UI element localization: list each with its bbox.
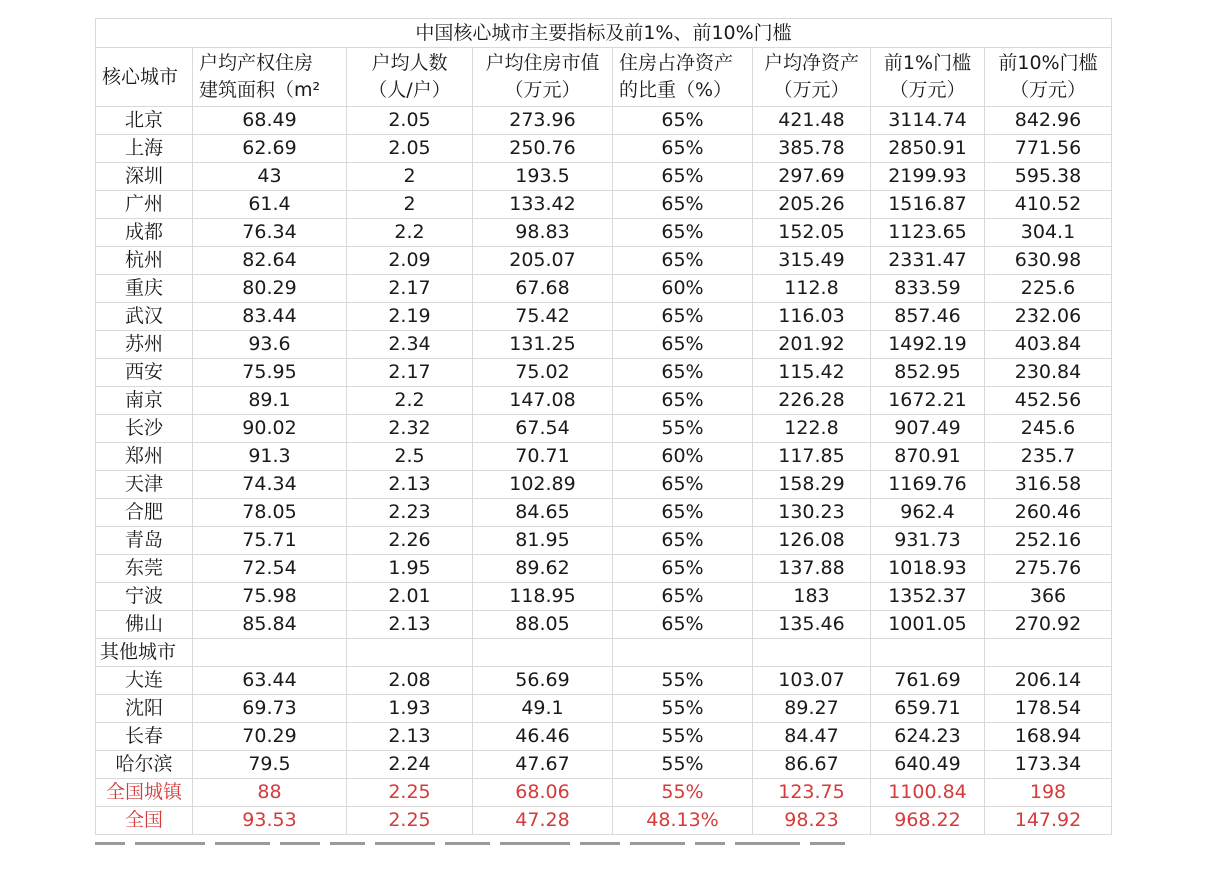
- cell-city[interactable]: 全国城镇: [96, 779, 193, 807]
- cell-top1[interactable]: 1672.21: [871, 387, 985, 415]
- header-ratio[interactable]: [613, 48, 753, 107]
- cell-top1[interactable]: 1100.84: [871, 779, 985, 807]
- cell-ratio[interactable]: 55%: [613, 723, 753, 751]
- cell-city[interactable]: 青岛: [96, 527, 193, 555]
- cell-area[interactable]: 89.1: [193, 387, 347, 415]
- header-label: 核心城市: [102, 65, 179, 88]
- cell-area[interactable]: 74.34: [193, 471, 347, 499]
- cell-top10[interactable]: 410.52: [985, 191, 1112, 219]
- cell-city[interactable]: 西安: [96, 359, 193, 387]
- cell-area[interactable]: 90.02: [193, 415, 347, 443]
- cell-net[interactable]: 117.85: [753, 443, 871, 471]
- cell-value[interactable]: 56.69: [473, 667, 613, 695]
- cell-area[interactable]: 91.3: [193, 443, 347, 471]
- cell-top1[interactable]: 962.4: [871, 499, 985, 527]
- cell-value[interactable]: 68.06: [473, 779, 613, 807]
- cell-top1[interactable]: 1018.93: [871, 555, 985, 583]
- cell-top10[interactable]: 275.76: [985, 555, 1112, 583]
- cell-city[interactable]: 大连: [96, 667, 193, 695]
- cell-city[interactable]: 郑州: [96, 443, 193, 471]
- cell-city[interactable]: 深圳: [96, 163, 193, 191]
- table-row: [96, 359, 1112, 387]
- table-row: [96, 723, 1112, 751]
- cell-net[interactable]: 183: [753, 583, 871, 611]
- cell-city[interactable]: 广州: [96, 191, 193, 219]
- cell-ratio[interactable]: 60%: [613, 443, 753, 471]
- cell-top1[interactable]: 659.71: [871, 695, 985, 723]
- cell-ratio[interactable]: 55%: [613, 779, 753, 807]
- cell-ratio[interactable]: 65%: [613, 247, 753, 275]
- cell-area[interactable]: 62.69: [193, 135, 347, 163]
- cell-net[interactable]: 112.8: [753, 275, 871, 303]
- cell-area[interactable]: 82.64: [193, 247, 347, 275]
- cell-area[interactable]: 93.6: [193, 331, 347, 359]
- header-label-line: 前10%门槛: [998, 52, 1098, 74]
- cell-net[interactable]: 421.48: [753, 107, 871, 135]
- cell-persons[interactable]: 2.24: [347, 751, 473, 779]
- cell-top10[interactable]: 316.58: [985, 471, 1112, 499]
- cell-area[interactable]: 43: [193, 163, 347, 191]
- empty-cell[interactable]: [753, 639, 871, 667]
- cell-net[interactable]: 385.78: [753, 135, 871, 163]
- cell-ratio[interactable]: 55%: [613, 695, 753, 723]
- cell-value[interactable]: 193.5: [473, 163, 613, 191]
- empty-cell[interactable]: [613, 639, 753, 667]
- cell-city[interactable]: 北京: [96, 107, 193, 135]
- cell-city[interactable]: 天津: [96, 471, 193, 499]
- cell-top1[interactable]: 761.69: [871, 667, 985, 695]
- cell-value[interactable]: 98.83: [473, 219, 613, 247]
- cell-ratio[interactable]: 65%: [613, 135, 753, 163]
- cell-persons[interactable]: 2.17: [347, 359, 473, 387]
- cell-area[interactable]: 76.34: [193, 219, 347, 247]
- cell-value[interactable]: 88.05: [473, 611, 613, 639]
- cell-net[interactable]: 130.23: [753, 499, 871, 527]
- cell-top1[interactable]: 907.49: [871, 415, 985, 443]
- cell-net[interactable]: 84.47: [753, 723, 871, 751]
- cell-top1[interactable]: 833.59: [871, 275, 985, 303]
- header-label-line: 前1%门槛: [883, 52, 972, 74]
- section-row: [96, 639, 1112, 667]
- cell-top1[interactable]: 1169.76: [871, 471, 985, 499]
- cell-area[interactable]: 79.5: [193, 751, 347, 779]
- cell-net[interactable]: 226.28: [753, 387, 871, 415]
- cell-top10[interactable]: 225.6: [985, 275, 1112, 303]
- table-row: [96, 499, 1112, 527]
- cell-top10[interactable]: 595.38: [985, 163, 1112, 191]
- cell-value[interactable]: 47.67: [473, 751, 613, 779]
- cell-value[interactable]: 131.25: [473, 331, 613, 359]
- cell-value[interactable]: 46.46: [473, 723, 613, 751]
- cell-value[interactable]: 102.89: [473, 471, 613, 499]
- cell-top10[interactable]: 178.54: [985, 695, 1112, 723]
- cell-ratio[interactable]: 65%: [613, 499, 753, 527]
- header-value[interactable]: [473, 48, 613, 107]
- cell-area[interactable]: 80.29: [193, 275, 347, 303]
- cell-persons[interactable]: 2.23: [347, 499, 473, 527]
- cell-value[interactable]: 147.08: [473, 387, 613, 415]
- cell-top10[interactable]: 403.84: [985, 331, 1112, 359]
- cell-ratio[interactable]: 55%: [613, 415, 753, 443]
- total-row: [96, 807, 1112, 835]
- cell-ratio[interactable]: 65%: [613, 107, 753, 135]
- total-row: [96, 779, 1112, 807]
- cell-ratio[interactable]: 65%: [613, 219, 753, 247]
- header-label-line: 户均净资产: [763, 52, 859, 74]
- cell-top1[interactable]: 640.49: [871, 751, 985, 779]
- cell-top1[interactable]: 1352.37: [871, 583, 985, 611]
- header-persons[interactable]: [347, 48, 473, 107]
- cell-net[interactable]: 86.67: [753, 751, 871, 779]
- cell-persons[interactable]: 2.13: [347, 723, 473, 751]
- cell-area[interactable]: 75.71: [193, 527, 347, 555]
- cell-ratio[interactable]: 65%: [613, 527, 753, 555]
- header-label-line: 户均住房市值: [485, 52, 600, 74]
- cell-value[interactable]: 89.62: [473, 555, 613, 583]
- empty-cell[interactable]: [473, 639, 613, 667]
- cell-net[interactable]: 98.23: [753, 807, 871, 835]
- empty-cell[interactable]: [347, 639, 473, 667]
- cell-ratio[interactable]: 48.13%: [613, 807, 753, 835]
- indicator-table: [95, 18, 1112, 835]
- cell-net[interactable]: 201.92: [753, 331, 871, 359]
- cell-city[interactable]: 上海: [96, 135, 193, 163]
- cell-net[interactable]: 135.46: [753, 611, 871, 639]
- cell-persons[interactable]: 2: [347, 163, 473, 191]
- cell-top10[interactable]: 206.14: [985, 667, 1112, 695]
- cell-top1[interactable]: 870.91: [871, 443, 985, 471]
- table-row: [96, 751, 1112, 779]
- cell-net[interactable]: 103.07: [753, 667, 871, 695]
- cell-value[interactable]: 81.95: [473, 527, 613, 555]
- cell-top1[interactable]: 852.95: [871, 359, 985, 387]
- cell-persons[interactable]: 1.95: [347, 555, 473, 583]
- cell-net[interactable]: 126.08: [753, 527, 871, 555]
- cell-top10[interactable]: 630.98: [985, 247, 1112, 275]
- header-label-line: （万元）: [504, 79, 581, 101]
- cell-city[interactable]: 长沙: [96, 415, 193, 443]
- cell-top10[interactable]: 173.34: [985, 751, 1112, 779]
- cell-top1[interactable]: 1001.05: [871, 611, 985, 639]
- cell-persons[interactable]: 2.26: [347, 527, 473, 555]
- table-row: [96, 611, 1112, 639]
- cell-top1[interactable]: 931.73: [871, 527, 985, 555]
- header-label-line: （人/户）: [368, 79, 451, 101]
- cell-area[interactable]: 88: [193, 779, 347, 807]
- header-label-line: 户均产权住房: [199, 52, 314, 74]
- cell-area[interactable]: 63.44: [193, 667, 347, 695]
- cell-value[interactable]: 75.02: [473, 359, 613, 387]
- table-row: [96, 163, 1112, 191]
- cell-top10[interactable]: 198: [985, 779, 1112, 807]
- header-label-line: （万元）: [1009, 79, 1086, 101]
- cell-value[interactable]: 47.28: [473, 807, 613, 835]
- cell-city[interactable]: 南京: [96, 387, 193, 415]
- cell-ratio[interactable]: 55%: [613, 667, 753, 695]
- section-label[interactable]: 其他城市: [96, 639, 193, 667]
- cell-persons[interactable]: 2.32: [347, 415, 473, 443]
- cell-ratio[interactable]: 65%: [613, 387, 753, 415]
- cell-net[interactable]: 158.29: [753, 471, 871, 499]
- table-row: [96, 471, 1112, 499]
- cell-top10[interactable]: 304.1: [985, 219, 1112, 247]
- cell-city[interactable]: 重庆: [96, 275, 193, 303]
- header-label-line: 户均人数: [371, 52, 448, 74]
- header-label-line: （万元）: [889, 79, 966, 101]
- cell-area[interactable]: 75.98: [193, 583, 347, 611]
- cell-area[interactable]: 69.73: [193, 695, 347, 723]
- cell-value[interactable]: 118.95: [473, 583, 613, 611]
- cell-area[interactable]: 85.84: [193, 611, 347, 639]
- header-area[interactable]: [193, 48, 347, 107]
- cell-ratio[interactable]: 65%: [613, 303, 753, 331]
- cell-value[interactable]: 70.71: [473, 443, 613, 471]
- header-city[interactable]: [96, 48, 193, 107]
- cell-top1[interactable]: 1516.87: [871, 191, 985, 219]
- cell-ratio[interactable]: 55%: [613, 751, 753, 779]
- cell-persons[interactable]: 2.13: [347, 471, 473, 499]
- cell-city[interactable]: 成都: [96, 219, 193, 247]
- header-top10[interactable]: [985, 48, 1112, 107]
- cell-ratio[interactable]: 65%: [613, 555, 753, 583]
- cell-value[interactable]: 49.1: [473, 695, 613, 723]
- cell-city[interactable]: 长春: [96, 723, 193, 751]
- cell-city[interactable]: 武汉: [96, 303, 193, 331]
- cell-area[interactable]: 83.44: [193, 303, 347, 331]
- cell-persons[interactable]: 2.2: [347, 219, 473, 247]
- table-row: [96, 331, 1112, 359]
- cell-top10[interactable]: 771.56: [985, 135, 1112, 163]
- cell-net[interactable]: 297.69: [753, 163, 871, 191]
- cell-top1[interactable]: 3114.74: [871, 107, 985, 135]
- table-row: [96, 415, 1112, 443]
- cell-persons[interactable]: 2.05: [347, 135, 473, 163]
- cell-net[interactable]: 115.42: [753, 359, 871, 387]
- cell-ratio[interactable]: 65%: [613, 163, 753, 191]
- cell-top1[interactable]: 2199.93: [871, 163, 985, 191]
- cell-top10[interactable]: 366: [985, 583, 1112, 611]
- cell-area[interactable]: 75.95: [193, 359, 347, 387]
- table-row: [96, 667, 1112, 695]
- header-net[interactable]: [753, 48, 871, 107]
- cell-persons[interactable]: 2.13: [347, 611, 473, 639]
- cell-persons[interactable]: 2.08: [347, 667, 473, 695]
- cell-top10[interactable]: 252.16: [985, 527, 1112, 555]
- cell-top1[interactable]: 968.22: [871, 807, 985, 835]
- cell-net[interactable]: 315.49: [753, 247, 871, 275]
- cell-persons[interactable]: 2.09: [347, 247, 473, 275]
- cell-city[interactable]: 苏州: [96, 331, 193, 359]
- cell-net[interactable]: 122.8: [753, 415, 871, 443]
- cell-area[interactable]: 93.53: [193, 807, 347, 835]
- cell-persons[interactable]: 2.25: [347, 807, 473, 835]
- table-row: [96, 387, 1112, 415]
- empty-cell[interactable]: [193, 639, 347, 667]
- table-row: [96, 191, 1112, 219]
- cell-persons[interactable]: 1.93: [347, 695, 473, 723]
- cell-city[interactable]: 杭州: [96, 247, 193, 275]
- cell-persons[interactable]: 2.19: [347, 303, 473, 331]
- cell-ratio[interactable]: 65%: [613, 359, 753, 387]
- cell-value[interactable]: 273.96: [473, 107, 613, 135]
- cell-top10[interactable]: 245.6: [985, 415, 1112, 443]
- cell-top10[interactable]: 260.46: [985, 499, 1112, 527]
- header-label-line: 住房占净资产: [619, 52, 734, 74]
- cell-value[interactable]: 205.07: [473, 247, 613, 275]
- cell-ratio[interactable]: 65%: [613, 611, 753, 639]
- cell-persons[interactable]: 2: [347, 191, 473, 219]
- cell-persons[interactable]: 2.05: [347, 107, 473, 135]
- cell-persons[interactable]: 2.5: [347, 443, 473, 471]
- cell-persons[interactable]: 2.2: [347, 387, 473, 415]
- table-row: [96, 303, 1112, 331]
- spreadsheet: [95, 18, 1111, 835]
- cell-value[interactable]: 75.42: [473, 303, 613, 331]
- cell-top10[interactable]: 230.84: [985, 359, 1112, 387]
- cell-net[interactable]: 137.88: [753, 555, 871, 583]
- table-row: [96, 275, 1112, 303]
- cell-top1[interactable]: 1123.65: [871, 219, 985, 247]
- table-title[interactable]: 中国核心城市主要指标及前1%、前10%门槛: [96, 19, 1112, 48]
- table-row: [96, 527, 1112, 555]
- cell-area[interactable]: 72.54: [193, 555, 347, 583]
- cell-ratio[interactable]: 60%: [613, 275, 753, 303]
- empty-cell[interactable]: [871, 639, 985, 667]
- cell-net[interactable]: 116.03: [753, 303, 871, 331]
- cell-persons[interactable]: 2.01: [347, 583, 473, 611]
- cell-top10[interactable]: 168.94: [985, 723, 1112, 751]
- cell-city[interactable]: 全国: [96, 807, 193, 835]
- cell-ratio[interactable]: 65%: [613, 471, 753, 499]
- cell-net[interactable]: 152.05: [753, 219, 871, 247]
- cell-ratio[interactable]: 65%: [613, 583, 753, 611]
- cell-value[interactable]: 84.65: [473, 499, 613, 527]
- header-label-line: （万元）: [773, 79, 850, 101]
- cell-net[interactable]: 205.26: [753, 191, 871, 219]
- cell-top10[interactable]: 842.96: [985, 107, 1112, 135]
- cell-area[interactable]: 68.49: [193, 107, 347, 135]
- cell-top10[interactable]: 232.06: [985, 303, 1112, 331]
- table-row: [96, 219, 1112, 247]
- table-row: [96, 247, 1112, 275]
- cell-city[interactable]: 宁波: [96, 583, 193, 611]
- cell-city[interactable]: 佛山: [96, 611, 193, 639]
- cell-top10[interactable]: 270.92: [985, 611, 1112, 639]
- table-row: [96, 695, 1112, 723]
- cell-top1[interactable]: 2331.47: [871, 247, 985, 275]
- table-row: [96, 583, 1112, 611]
- empty-cell[interactable]: [985, 639, 1112, 667]
- cell-top10[interactable]: 235.7: [985, 443, 1112, 471]
- cell-value[interactable]: 67.54: [473, 415, 613, 443]
- cell-ratio[interactable]: 65%: [613, 331, 753, 359]
- cell-city[interactable]: 东莞: [96, 555, 193, 583]
- table-row: [96, 443, 1112, 471]
- cell-top1[interactable]: 2850.91: [871, 135, 985, 163]
- header-label-line: 建筑面积（m²: [199, 79, 321, 101]
- cell-city[interactable]: 合肥: [96, 499, 193, 527]
- cell-area[interactable]: 78.05: [193, 499, 347, 527]
- cropped-footnote-line: [95, 842, 1111, 850]
- cell-value[interactable]: 133.42: [473, 191, 613, 219]
- cell-value[interactable]: 250.76: [473, 135, 613, 163]
- header-label-line: 的比重（%）: [619, 79, 733, 101]
- cell-city[interactable]: 沈阳: [96, 695, 193, 723]
- cell-top10[interactable]: 147.92: [985, 807, 1112, 835]
- cell-persons[interactable]: 2.25: [347, 779, 473, 807]
- cell-net[interactable]: 89.27: [753, 695, 871, 723]
- cell-persons[interactable]: 2.17: [347, 275, 473, 303]
- cell-area[interactable]: 61.4: [193, 191, 347, 219]
- cell-top1[interactable]: 624.23: [871, 723, 985, 751]
- cell-net[interactable]: 123.75: [753, 779, 871, 807]
- cell-area[interactable]: 70.29: [193, 723, 347, 751]
- cell-city[interactable]: 哈尔滨: [96, 751, 193, 779]
- cell-top1[interactable]: 1492.19: [871, 331, 985, 359]
- table-row: [96, 555, 1112, 583]
- cell-value[interactable]: 67.68: [473, 275, 613, 303]
- cell-top10[interactable]: 452.56: [985, 387, 1112, 415]
- table-row: [96, 107, 1112, 135]
- cell-ratio[interactable]: 65%: [613, 191, 753, 219]
- cell-top1[interactable]: 857.46: [871, 303, 985, 331]
- header-top1[interactable]: [871, 48, 985, 107]
- table-row: [96, 135, 1112, 163]
- cell-persons[interactable]: 2.34: [347, 331, 473, 359]
